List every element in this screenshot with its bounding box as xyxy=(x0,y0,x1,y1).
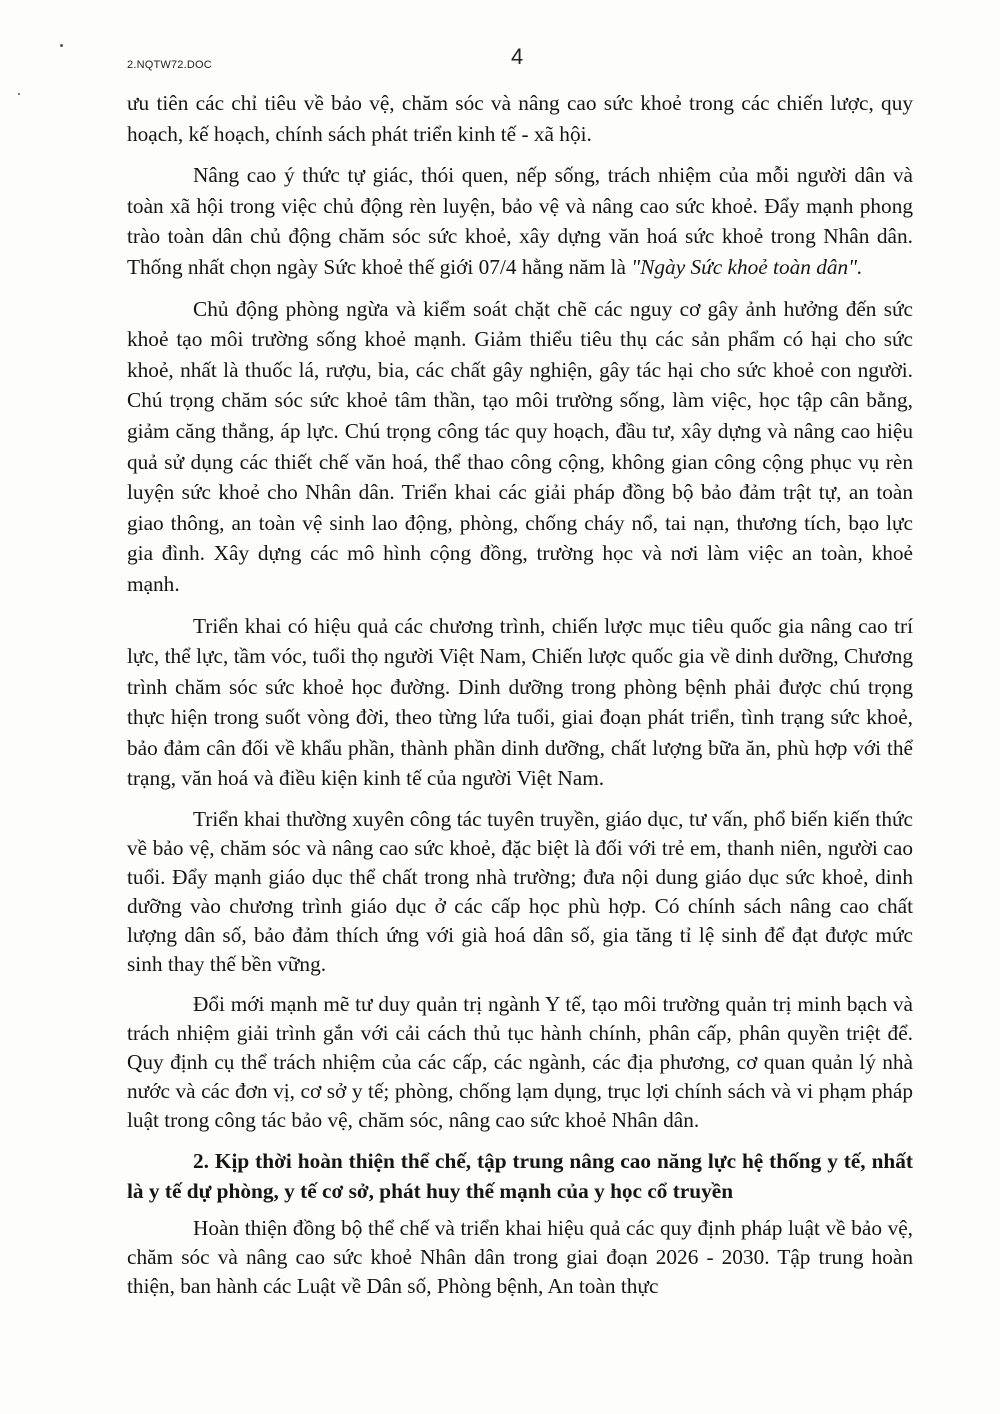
page-number: 4 xyxy=(511,44,524,69)
paragraph-health-awareness xyxy=(127,160,913,282)
paragraph-governance: Đổi mới mạnh mẽ tư duy quản trị ngành Y tế, tạo môi trường quản trị minh bạch và trách nhiệm giải trình gắn với cải cách thủ tục hành chính, phân cấp, phân quyền triệt để. Quy định cụ thể trách nhiệm của các cấp, các ngành, các địa phương, cơ quan quản lý nhà nước và các đơn vị, cơ sở y tế; phòng, chống lạm dụng, trục lợi chính sách và vi phạm pháp luật trong công tác bảo vệ, chăm sóc, nâng cao sức khoẻ Nhân dân. xyxy=(127,992,913,1133)
scan-speck-dot xyxy=(18,93,20,95)
paragraph-nutrition-programs: Triển khai có hiệu quả các chương trình, chiến lược mục tiêu quốc gia nâng cao trí lực, thể lực, tầm vóc, tuổi thọ người Việt Nam, Chiến lược quốc gia về dinh dưỡng, Chương trình chăm sóc sức khoẻ học đường. Dinh dưỡng trong phòng bệnh phải được chú trọng thực hiện trong suốt vòng đời, theo từng lứa tuổi, giai đoạn phát triển, tình trạng sức khoẻ, bảo đảm cân đối về khẩu phần, thành phần dinh dưỡng, chất lượng bữa ăn, phù hợp với thể trạng, văn hoá và điều kiện kinh tế của người Việt Nam. xyxy=(127,613,913,791)
paragraph-continuation: ưu tiên các chỉ tiêu về bảo vệ, chăm sóc và nâng cao sức khoẻ trong các chiến lược, quy hoạch, kế hoạch, chính sách phát triển kinh tế - xã hội. xyxy=(127,91,913,146)
paragraph-risk-prevention: Chủ động phòng ngừa và kiểm soát chặt chẽ các nguy cơ gây ảnh hưởng đến sức khoẻ tạo môi trường sống khoẻ mạnh. Giảm thiểu tiêu thụ các sản phẩm có hại cho sức khoẻ, nhất là thuốc lá, rượu, bia, các chất gây nghiện, gây tác hại cho sức khoẻ con người. Chú trọng chăm sóc sức khoẻ tâm thần, tạo môi trường sống, làm việc, học tập cân bằng, giảm căng thẳng, áp lực. Chú trọng công tác quy hoạch, đầu tư, xây dựng và nâng cao hiệu quả sử dụng các thiết chế văn hoá, thể thao công cộng, không gian công cộng phục vụ rèn luyện sức khoẻ cho Nhân dân. Triển khai các giải pháp đồng bộ bảo đảm trật tự, an toàn giao thông, an toàn vệ sinh lao động, phòng, chống cháy nổ, tai nạn, thương tích, bạo lực gia đình. Xây dựng các mô hình cộng đồng, trường học và nơi làm việc an toàn, khoẻ mạnh. xyxy=(127,296,913,596)
health-day-name: "Ngày Sức khoẻ toàn dân". xyxy=(631,254,863,279)
document-file-code: 2.NQTW72.DOC xyxy=(127,59,212,71)
section-heading: 2. Kịp thời hoàn thiện thể chế, tập trung nâng cao năng lực hệ thống y tế, nhất là y tế dự phòng, y tế cơ sở, phát huy thế mạnh của y học cổ truyền xyxy=(127,1149,913,1204)
paragraph-institutional-reform: Hoàn thiện đồng bộ thể chế và triển khai hiệu quả các quy định pháp luật về bảo vệ, chăm sóc và nâng cao sức khoẻ Nhân dân trong giai đoạn 2026 - 2030. Tập trung hoàn thiện, ban hành các Luật về Dân số, Phòng bệnh, An toàn thực xyxy=(127,1216,913,1299)
document-body xyxy=(127,88,913,1301)
paragraph-health-education: Triển khai thường xuyên công tác tuyên truyền, giáo dục, tư vấn, phổ biến kiến thức về bảo vệ, chăm sóc và nâng cao sức khoẻ, đặc biệt là đối với trẻ em, thanh niên, người cao tuổi. Đẩy mạnh giáo dục thể chất trong nhà trường; đưa nội dung giáo dục sức khoẻ, dinh dưỡng vào chương trình giáo dục ở các cấp học phù hợp. Có chính sách nâng cao chất lượng dân số, bảo đảm thích ứng với già hoá dân số, gia tăng tỉ lệ sinh để đạt được mức sinh thay thế bền vững. xyxy=(127,807,913,977)
paragraph-health-awareness-text: Nâng cao ý thức tự giác, thói quen, nếp sống, trách nhiệm của mỗi người dân và toàn xã hội trong việc chủ động rèn luyện, bảo vệ và nâng cao sức khoẻ. Đẩy mạnh phong trào toàn dân chủ động chăm sóc sức khoẻ, xây dựng văn hoá sức khoẻ trong Nhân dân. Thống nhất chọn ngày Sức khoẻ thế giới 07/4 hằng năm là xyxy=(127,163,913,279)
scan-speck-dot xyxy=(60,44,63,47)
